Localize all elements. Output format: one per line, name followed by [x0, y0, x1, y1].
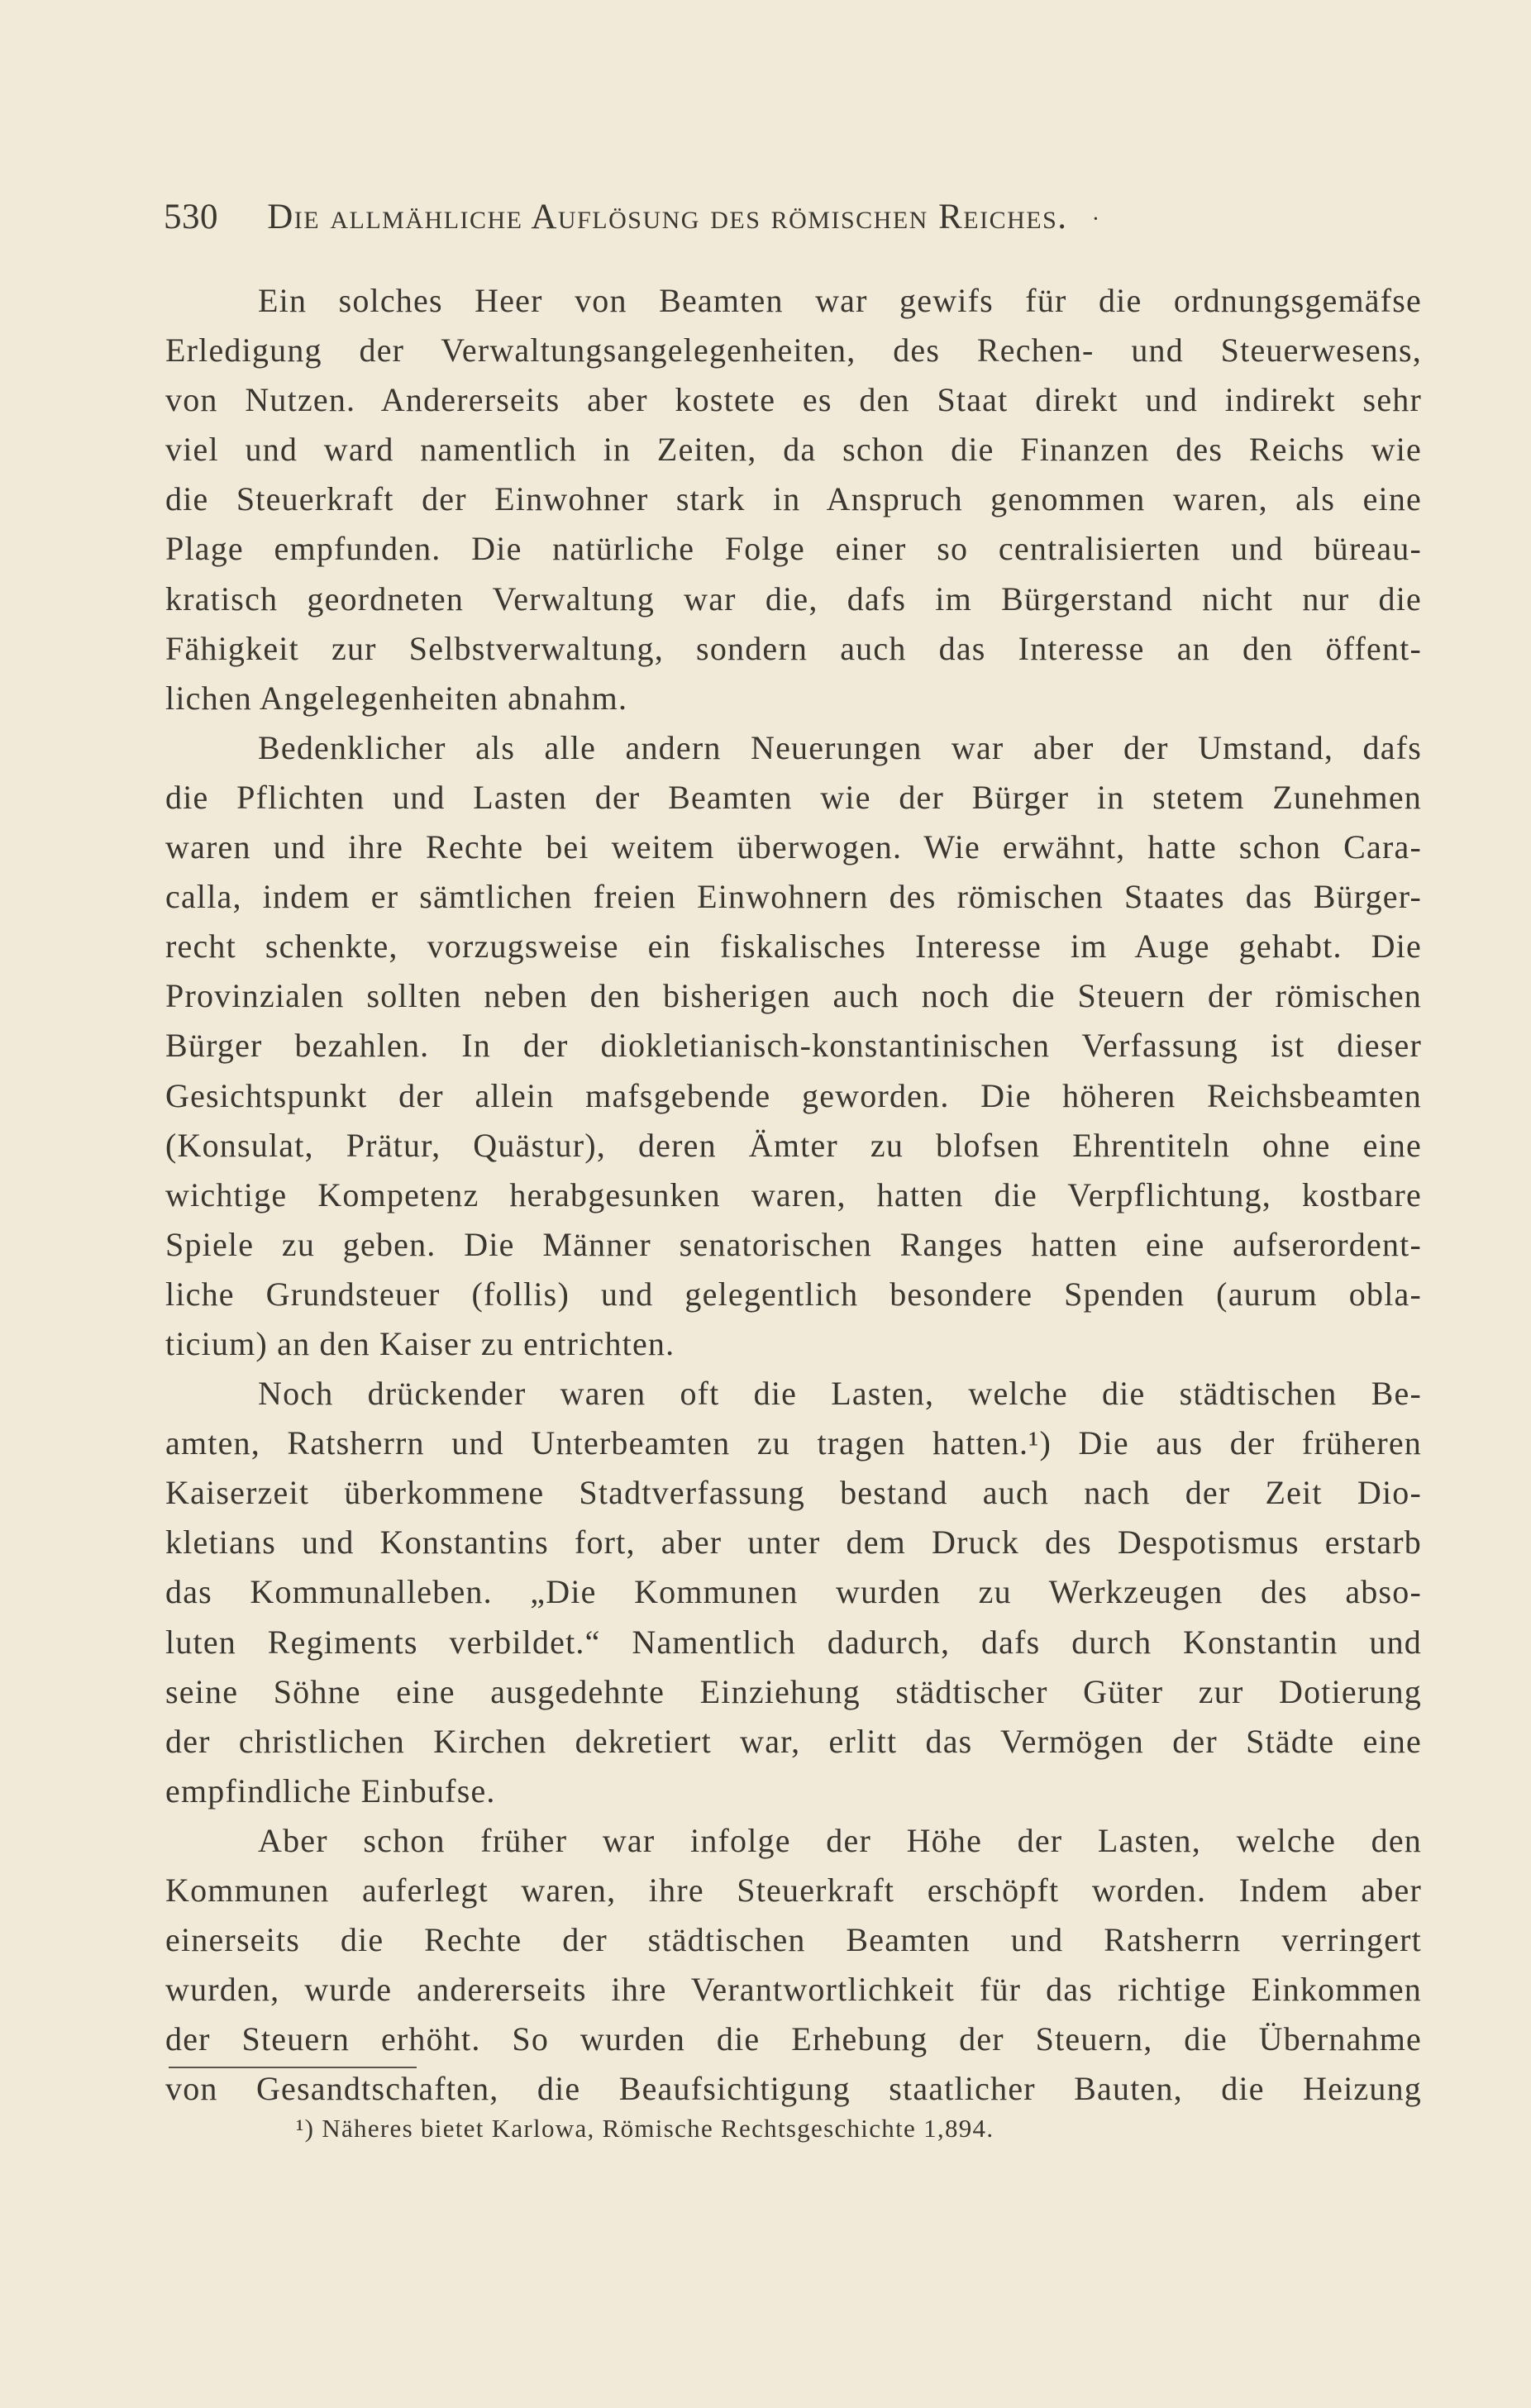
text-line: calla, indem er sämtlichen freien Einwohnern des römischen Staates das Bürger- — [165, 878, 1422, 916]
text-line: die Pflichten und Lasten der Beamten wie der Bürger in stetem Zunehmen — [165, 778, 1422, 816]
footnote — [296, 2110, 994, 2148]
body-text — [165, 276, 1422, 2114]
text-line: Bedenklicher als alle andern Neuerungen war aber der Umstand, dafs — [258, 728, 1422, 766]
text-line: amten, Ratsherrn und Unterbeamten zu tragen hatten.¹) Die aus der früheren — [165, 1424, 1422, 1462]
text-line: luten Regiments verbildet.“ Namentlich dadurch, dafs durch Konstantin und — [165, 1623, 1422, 1661]
running-head — [164, 188, 1371, 246]
text-line: liche Grundsteuer (follis) und gelegentlich besondere Spenden (aurum obla- — [165, 1275, 1422, 1313]
paragraph — [165, 1816, 1422, 2115]
text-line: einerseits die Rechte der städtischen Beamten und Ratsherrn verringert — [165, 1921, 1422, 1959]
text-line: der christlichen Kirchen dekretiert war, erlitt das Vermögen der Städte eine — [165, 1722, 1422, 1760]
paragraph — [165, 1369, 1422, 1816]
text-line: (Konsulat, Prätur, Quästur), deren Ämter zu blofsen Ehrentiteln ohne eine — [165, 1126, 1422, 1164]
chapter-title: Die allmähliche Auflösung des römischen Reiches. — [267, 198, 1068, 236]
text-line: Provinzialen sollten neben den bisherigen auch noch die Steuern der römischen — [165, 977, 1422, 1015]
text-line: kratisch geordneten Verwaltung war die, dafs im Bürgerstand nicht nur die — [165, 579, 1422, 617]
text-line: Bürger bezahlen. In der diokletianisch-konstantinischen Verfassung ist dieser — [165, 1027, 1422, 1065]
header-mark: · — [1091, 207, 1100, 233]
text-line: der Steuern erhöht. So wurden die Erhebung der Steuern, die Übernahme — [165, 2020, 1422, 2058]
text-line: viel und ward namentlich in Zeiten, da schon die Finanzen des Reichs wie — [165, 431, 1422, 469]
text-line: Aber schon früher war infolge der Höhe der Lasten, welche den — [258, 1821, 1422, 1859]
footnote-rule — [169, 2067, 417, 2068]
text-line: Fähigkeit zur Selbstverwaltung, sondern auch das Interesse an den öffent- — [165, 629, 1422, 667]
paragraph — [165, 723, 1422, 1369]
text-line: recht schenkte, vorzugsweise ein fiskalisches Interesse im Auge gehabt. Die — [165, 927, 1422, 966]
text-line: wichtige Kompetenz herabgesunken waren, hatten die Verpflichtung, kostbare — [165, 1175, 1422, 1214]
text-line: Noch drückender waren oft die Lasten, welche die städtischen Be- — [258, 1375, 1422, 1413]
text-line: Plage empfunden. Die natürliche Folge einer so centralisierten und büreau- — [165, 530, 1422, 568]
text-line: ticium) an den Kaiser zu entrichten. — [165, 1324, 675, 1362]
text-line: Kaiserzeit überkommene Stadtverfassung bestand auch nach der Zeit Dio- — [165, 1474, 1422, 1512]
text-line: Kommunen auferlegt waren, ihre Steuerkraft erschöpft worden. Indem aber — [165, 1872, 1422, 1909]
paragraph — [165, 276, 1422, 723]
text-line: Spiele zu geben. Die Männer senatorischen Ranges hatten eine aufserordent- — [165, 1225, 1422, 1263]
text-line: Gesichtspunkt der allein mafsgebende geworden. Die höheren Reichsbeamten — [165, 1076, 1422, 1114]
text-line: von Gesandtschaften, die Beaufsichtigung staatlicher Bauten, die Heizung — [165, 2070, 1422, 2108]
footnote-marker: ¹) — [296, 2114, 315, 2143]
text-line: waren und ihre Rechte bei weitem überwogen. Wie erwähnt, hatte schon Cara- — [165, 828, 1422, 866]
text-line: kletians und Konstantins fort, aber unter dem Druck des Despotismus erstarb — [165, 1523, 1422, 1562]
text-line: Erledigung der Verwaltungsangelegenheiten, des Rechen- und Steuerwesens, — [165, 331, 1422, 370]
text-line: wurden, wurde andererseits ihre Verantwortlichkeit für das richtige Einkommen — [165, 1971, 1422, 2009]
text-line: das Kommunalleben. „Die Kommunen wurden zu Werkzeugen des abso- — [165, 1573, 1422, 1611]
footnote-text: Näheres bietet Karlowa, Römische Rechtsgeschichte 1,894. — [322, 2114, 994, 2143]
text-line: die Steuerkraft der Einwohner stark in Anspruch genommen waren, als eine — [165, 480, 1422, 518]
text-line: empfindliche Einbufse. — [165, 1771, 496, 1810]
text-line: von Nutzen. Andererseits aber kostete es den Staat direkt und indirekt sehr — [165, 381, 1422, 419]
text-line: lichen Angelegenheiten abnahm. — [165, 679, 628, 717]
text-line: seine Söhne eine ausgedehnte Einziehung städtischer Güter zur Dotierung — [165, 1672, 1422, 1710]
text-line: Ein solches Heer von Beamten war gewifs für die ordnungsgemäfse — [258, 282, 1422, 319]
page-number: 530 — [164, 198, 218, 236]
